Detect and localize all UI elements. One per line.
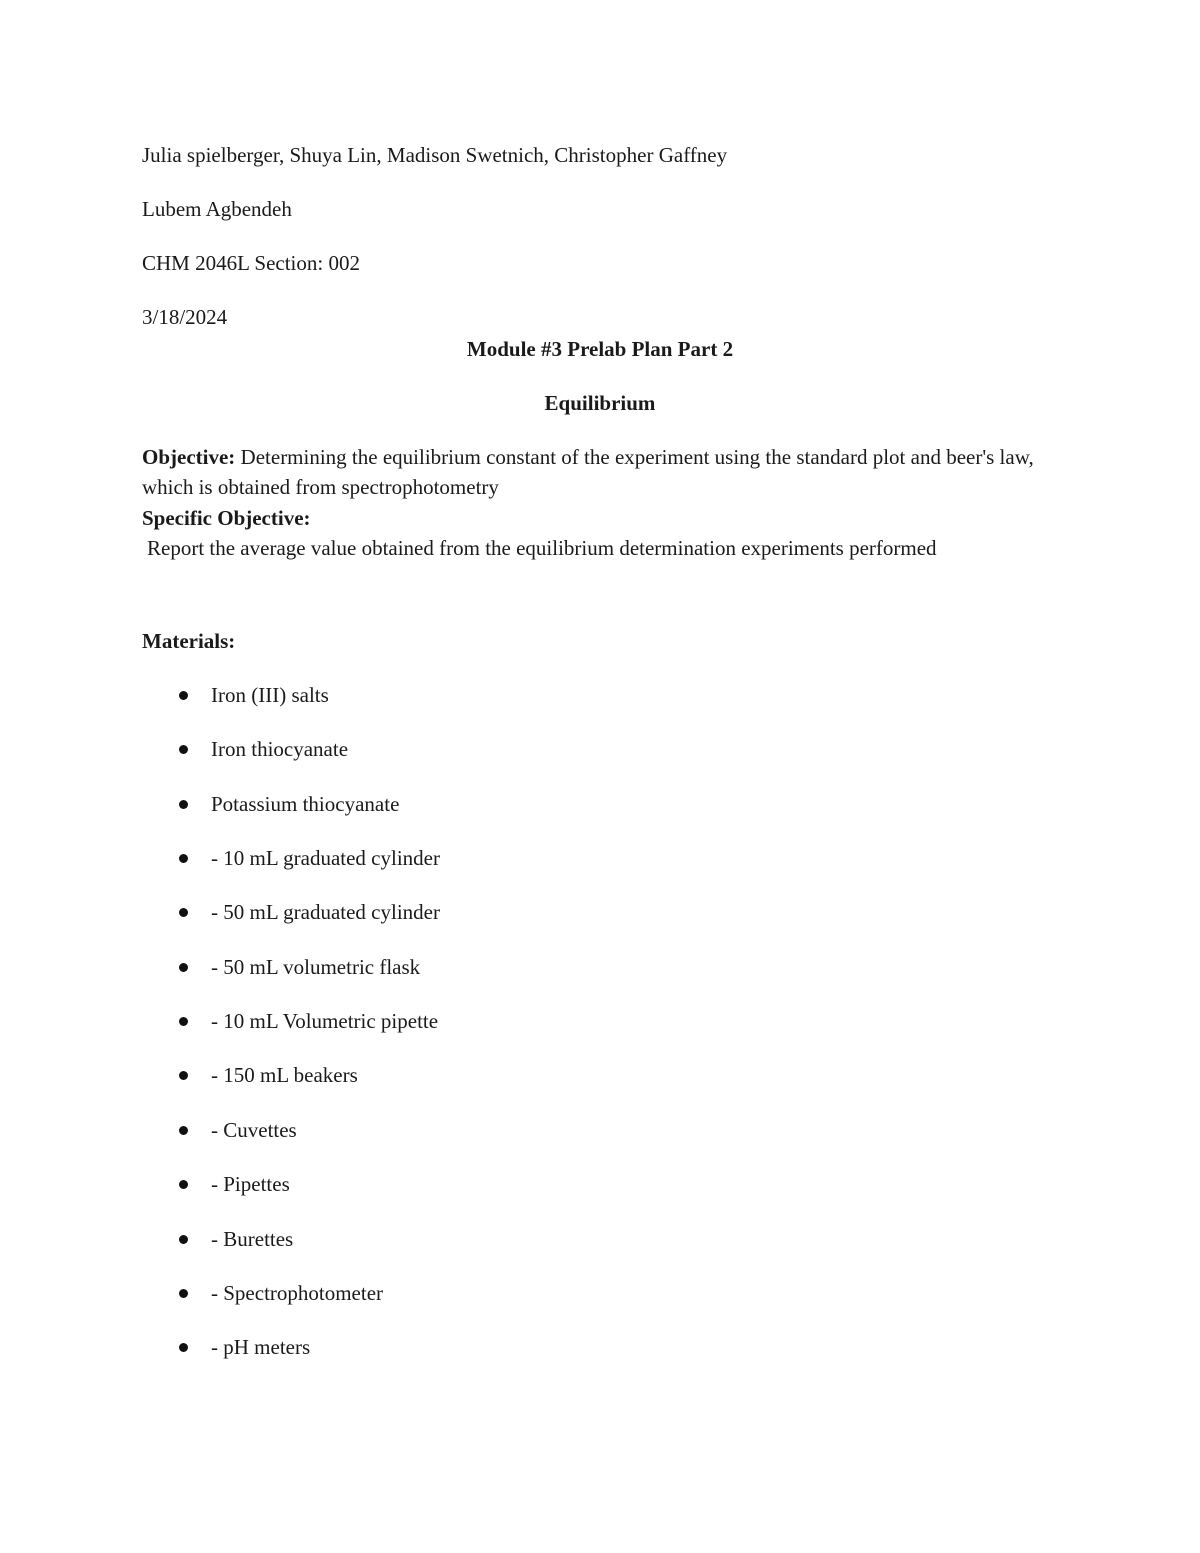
- list-item: [142, 1332, 1058, 1386]
- list-item-text: - pH meters: [211, 1335, 311, 1360]
- bullet-icon: [179, 800, 188, 809]
- list-item: [142, 1060, 1058, 1114]
- list-item-text: Iron thiocyanate: [211, 737, 349, 762]
- list-item: [142, 789, 1058, 843]
- objective-text: Determining the equilibrium constant of the experiment using the standard plot and beer's law, which is obtained from spectrophotometry: [142, 445, 1034, 500]
- list-item: [142, 952, 1058, 1006]
- bullet-icon: [179, 854, 188, 863]
- instructor-line: Lubem Agbendeh: [142, 197, 292, 221]
- bullet-icon: [179, 908, 188, 917]
- bullet-icon: [179, 1180, 188, 1189]
- bullet-icon: [179, 691, 188, 700]
- bullet-icon: [179, 1071, 188, 1080]
- list-item-text: Iron (III) salts: [211, 682, 329, 707]
- objective-label: Objective:: [142, 445, 236, 469]
- document-title: Module #3 Prelab Plan Part 2: [466, 337, 734, 361]
- specific-objective-label: Specific Objective:: [142, 505, 311, 530]
- bullet-icon: [179, 1343, 188, 1352]
- list-item-text: - Cuvettes: [211, 1117, 297, 1142]
- course-line: CHM 2046L Section: 002: [142, 251, 360, 275]
- list-item: [142, 843, 1058, 897]
- list-item: [142, 897, 1058, 951]
- specific-objective-text: Report the average value obtained from the equilibrium determination experiments performed: [147, 536, 937, 561]
- document-subtitle: Equilibrium: [544, 391, 656, 415]
- bullet-icon: [179, 1289, 188, 1298]
- list-item: [142, 680, 1058, 734]
- list-item: [142, 1115, 1058, 1169]
- list-item-text: - 50 mL graduated cylinder: [211, 900, 440, 925]
- objective-paragraph: [142, 442, 1058, 503]
- authors-line: Julia spielberger, Shuya Lin, Madison Swetnich, Christopher Gaffney: [142, 143, 728, 167]
- bullet-icon: [179, 1126, 188, 1135]
- list-item: [142, 1278, 1058, 1332]
- list-item: [142, 734, 1058, 788]
- bullet-icon: [179, 745, 188, 754]
- list-item-text: - Burettes: [211, 1226, 294, 1251]
- materials-heading: Materials:: [142, 628, 236, 653]
- list-item-text: - 10 mL Volumetric pipette: [211, 1009, 439, 1034]
- date-line: 3/18/2024: [142, 305, 228, 329]
- bullet-icon: [179, 1235, 188, 1244]
- materials-list: [142, 680, 1058, 1387]
- list-item: [142, 1224, 1058, 1278]
- list-item: [142, 1006, 1058, 1060]
- bullet-icon: [179, 963, 188, 972]
- bullet-icon: [179, 1017, 188, 1026]
- document-body: [142, 140, 1058, 1387]
- list-item-text: - Pipettes: [211, 1172, 290, 1197]
- list-item-text: - 10 mL graduated cylinder: [211, 845, 440, 870]
- list-item-text: Potassium thiocyanate: [211, 791, 400, 816]
- list-item-text: - 150 mL beakers: [211, 1063, 358, 1088]
- list-item: [142, 1169, 1058, 1223]
- list-item-text: - 50 mL volumetric flask: [211, 954, 421, 979]
- list-item-text: - Spectrophotometer: [211, 1281, 384, 1306]
